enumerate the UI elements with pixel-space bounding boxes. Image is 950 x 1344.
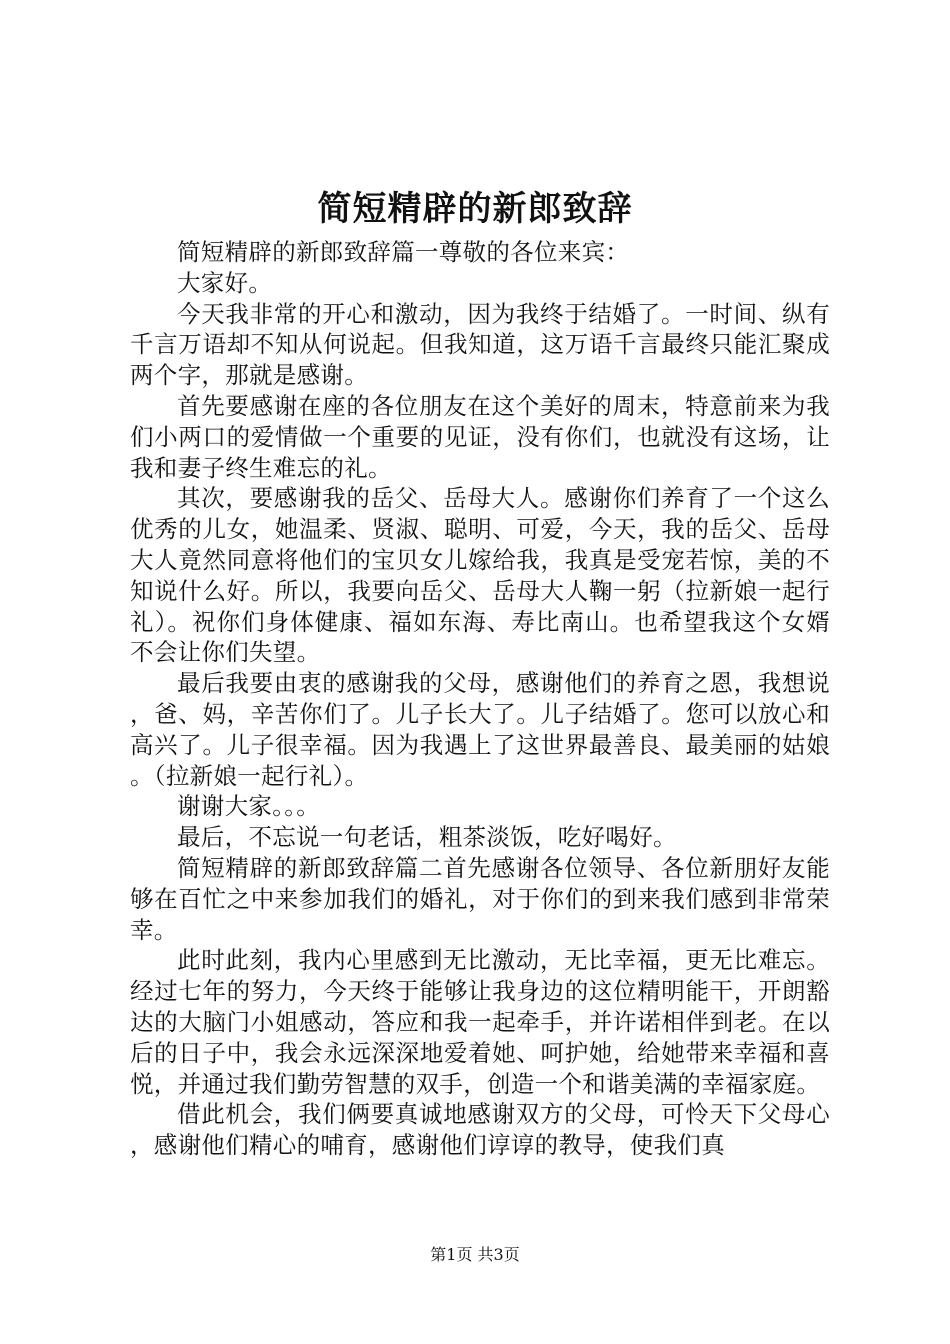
- paragraph: 大家好。: [177, 268, 273, 297]
- document-body: [130, 237, 830, 1161]
- paragraph: 其次，要感谢我的岳父、岳母大人。感谢你们养育了一个这么优秀的儿女，她温柔、贤淑、聪明、可爱，今天，我的岳父、岳母大人竟然同意将他们的宝贝女儿嫁给我，我真是受宠若惊，美的不知说什么好。所以，我要向岳父、岳母大人鞠一躬（拉新娘一起行礼）。祝你们身体健康、福如东海、寿比南山。也希望我这个女婿不会让你们失望。: [130, 484, 830, 667]
- paragraph: 借此机会，我们俩要真诚地感谢双方的父母，可怜天下父母心，感谢他们精心的哺育，感谢他们谆谆的教导，使我们真: [130, 1100, 830, 1160]
- paragraph: 简短精辟的新郎致辞篇二首先感谢各位领导、各位新朋好友能够在百忙之中来参加我们的婚礼，对于你们的到来我们感到非常荣幸。: [130, 853, 830, 944]
- paragraph: 最后，不忘说一句老话，粗茶淡饭，吃好喝好。: [177, 823, 677, 852]
- paragraph: 今天我非常的开心和激动，因为我终于结婚了。一时间、纵有千言万语却不知从何说起。但我知道，这万语千言最终只能汇聚成两个字，那就是感谢。: [130, 299, 830, 390]
- paragraph: 此时此刻，我内心里感到无比激动，无比幸福，更无比难忘。经过七年的努力，今天终于能够让我身边的这位精明能干，开朗豁达的大脑门小姐感动，答应和我一起牵手，并许诺相伴到老。在以后的日子中，我会永远深深地爱着她、呵护她，给她带来幸福和喜悦，并通过我们勤劳智慧的双手，创造一个和谐美满的幸福家庭。: [130, 946, 830, 1098]
- document-title: 简短精辟的新郎致辞: [317, 189, 633, 229]
- paragraph: 最后我要由衷的感谢我的父母，感谢他们的养育之恩，我想说，爸、妈，辛苦你们了。儿子长大了。儿子结婚了。您可以放心和高兴了。儿子很幸福。因为我遇上了这世界最善良、最美丽的姑娘。（拉新娘一起行礼）。: [130, 669, 830, 790]
- paragraph: 谢谢大家。。。: [177, 792, 321, 821]
- page-footer: 第1页 共3页: [430, 1245, 520, 1264]
- paragraph: 简短精辟的新郎致辞篇一尊敬的各位来宾：: [177, 238, 630, 266]
- paragraph: 首先要感谢在座的各位朋友在这个美好的周末，特意前来为我们小两口的爱情做一个重要的见证，没有你们，也就没有这场，让我和妻子终生难忘的礼。: [130, 391, 830, 482]
